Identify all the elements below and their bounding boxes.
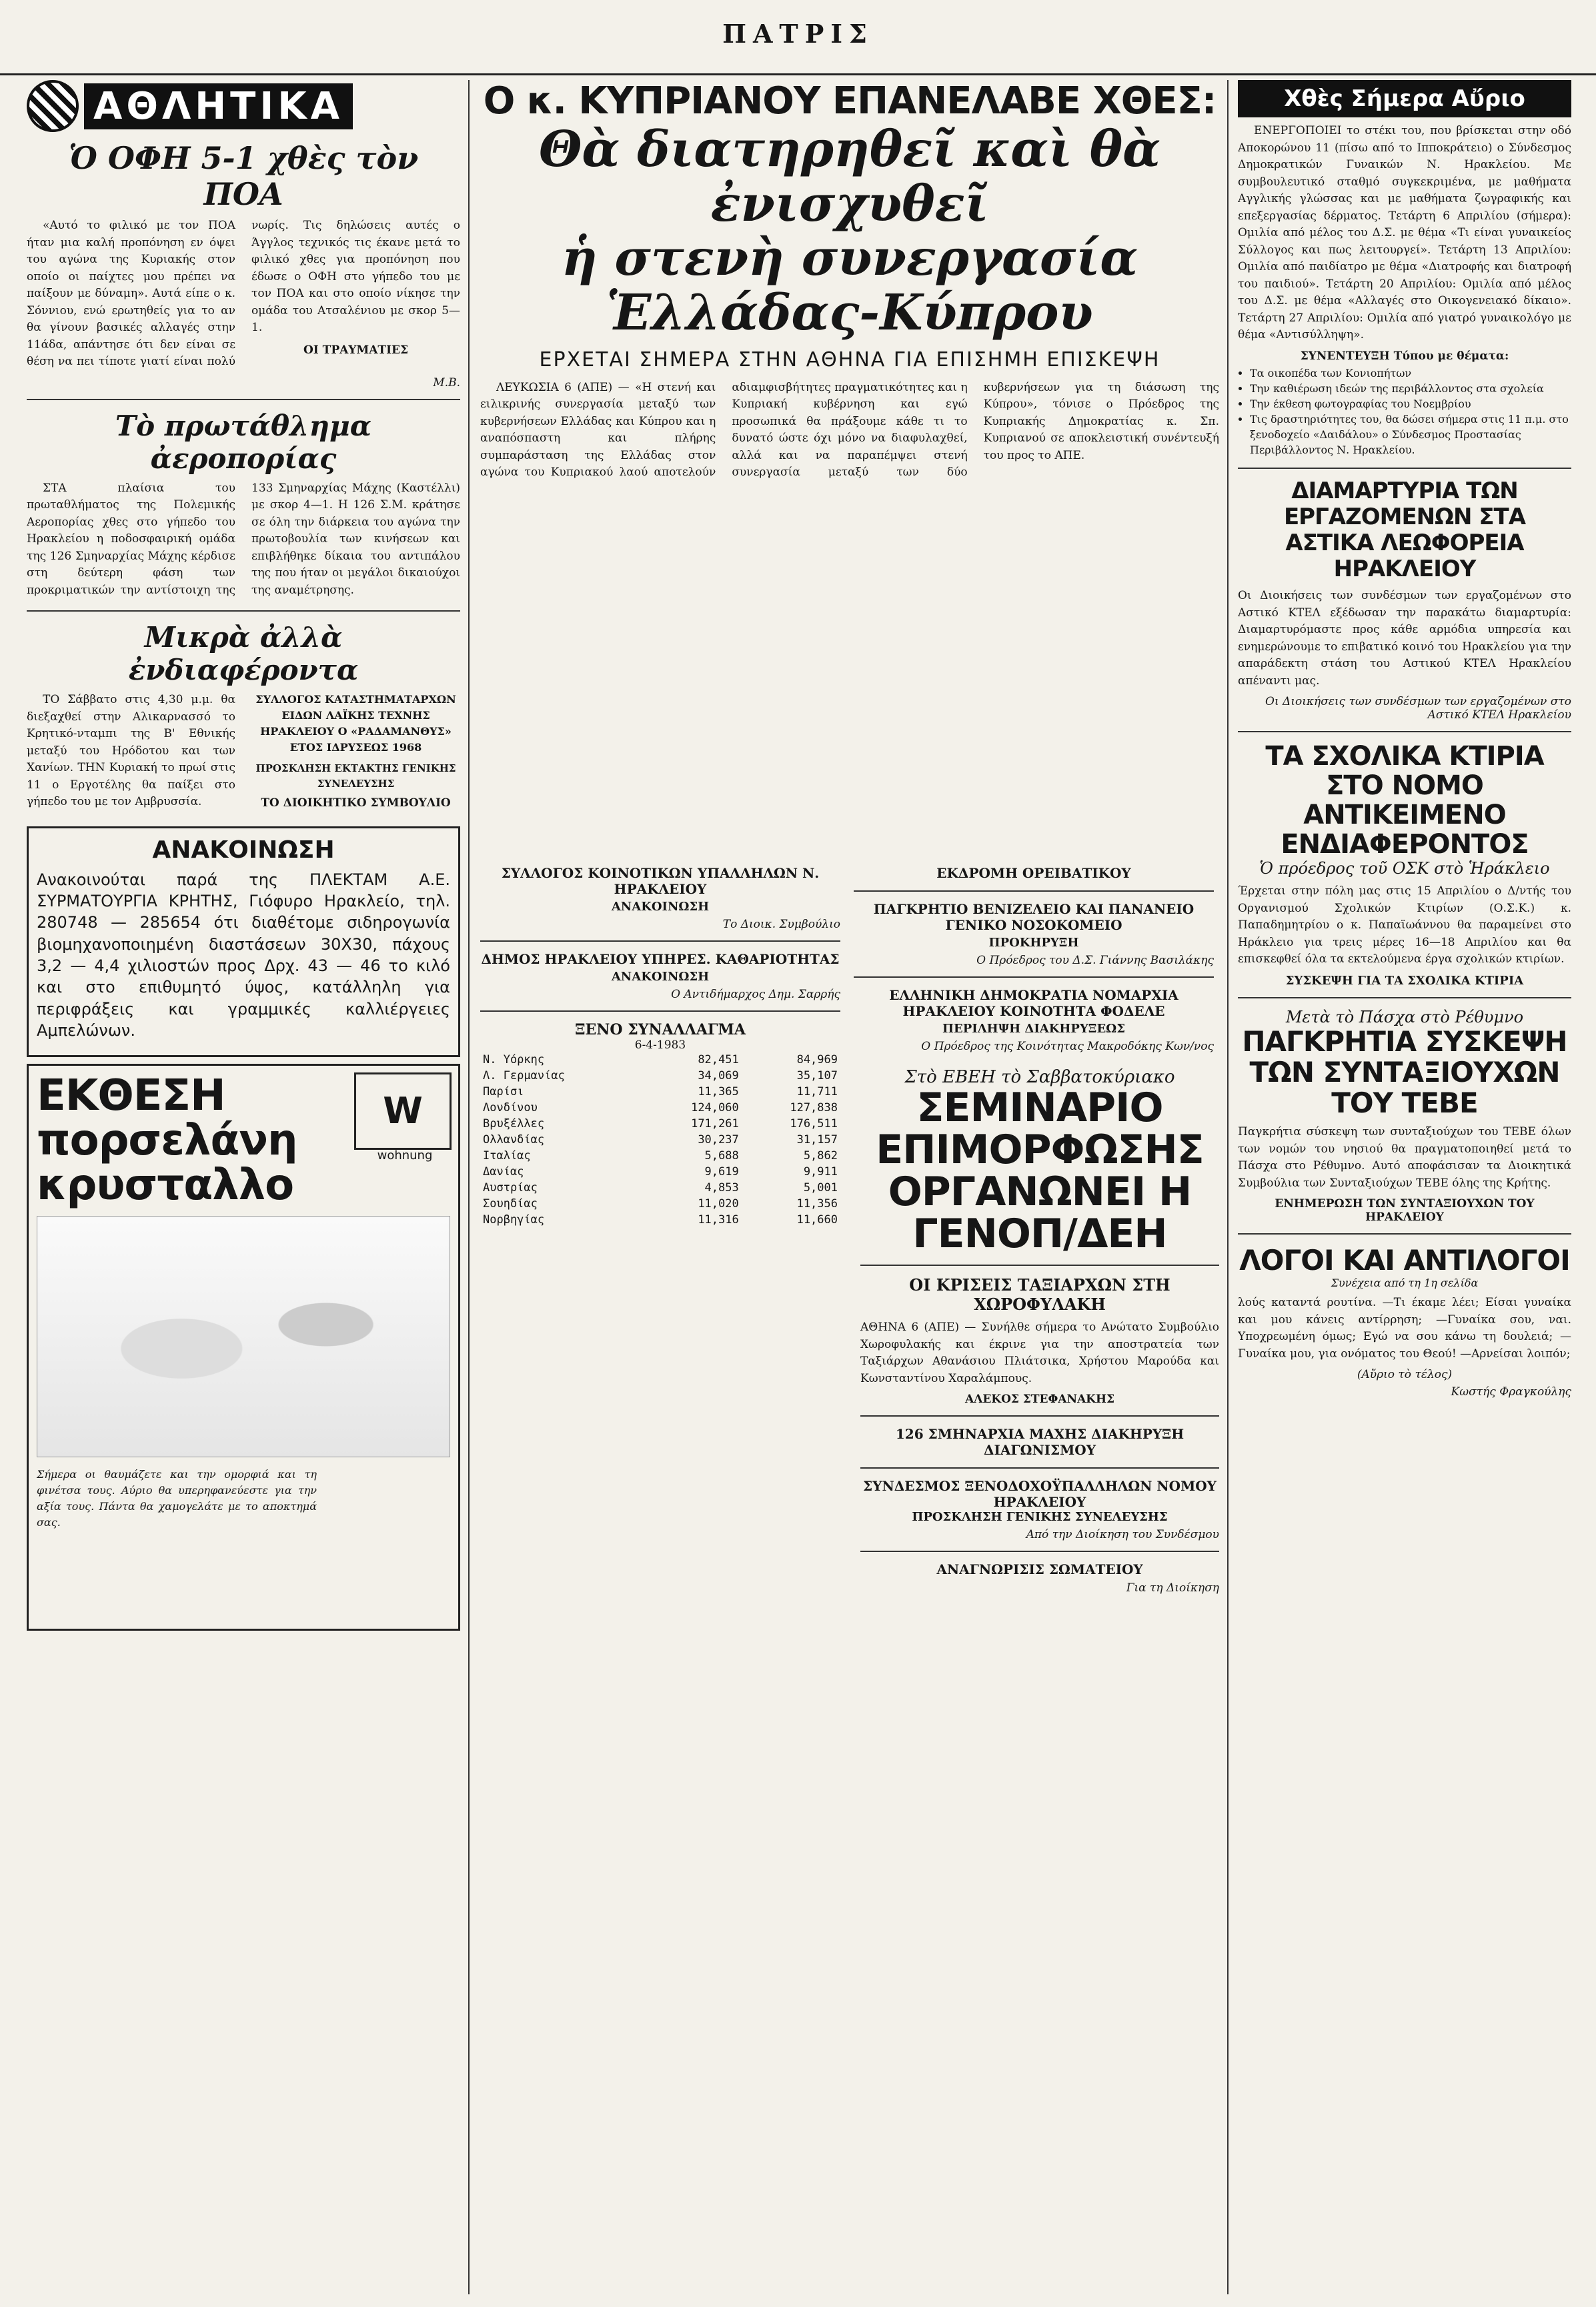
divider	[860, 1415, 1219, 1417]
fx-cell-sell: 9,911	[803, 1165, 838, 1179]
fx-cell-sell: 176,511	[790, 1116, 838, 1130]
schools-sub: Ὁ πρόεδρος τοῦ ΟΣΚ στὸ Ἡράκλειο	[1259, 859, 1550, 878]
front-headline-1: Ο κ. ΚΥΠΡΙΑΝΟΥ ΕΠΑΝΕΛΑΒΕ ΧΘΕΣ:	[483, 80, 1217, 123]
cleaning-notice: ΑΝΑΚΟΙΝΩΣΗ	[611, 969, 710, 984]
fx-cell-name: Δανίας	[483, 1165, 524, 1179]
fx-row	[480, 1052, 840, 1068]
column-kicker: Συνέχεια από τη 1η σελίδα	[1331, 1277, 1479, 1290]
fx-row	[480, 1068, 840, 1084]
tebe-headline: ΠΑΓΚΡΗΤΙΑ ΣΥΣΚΕΨΗ ΤΩΝ ΣΥΝΤΑΞΙΟΥΧΩΝ ΤΟΥ ΤΕΒΕ	[1242, 1024, 1567, 1119]
assoc-notice-sub: ΠΡΟΣΚΛΗΣΗ ΕΚΤΑΚΤΗΣ ΓΕΝΙΚΗΣ ΣΥΝΕΛΕΥΣΗΣ	[255, 762, 456, 790]
fx-row	[480, 1100, 840, 1116]
unions-title: ΣΥΛΛΟΓΟΣ ΚΟΙΝΟΤΙΚΩΝ ΥΠΑΛΛΗΛΩΝ Ν. ΗΡΑΚΛΕΙΟΥ	[501, 864, 820, 897]
crystal-illustration	[37, 1216, 450, 1457]
fx-cell-buy: 5,688	[704, 1148, 739, 1163]
fx-cell-sell: 11,711	[796, 1084, 838, 1098]
sports-lead-byline: Μ.Β.	[433, 375, 460, 390]
cleaning-title: ΔΗΜΟΣ ΗΡΑΚΛΕΙΟΥ ΥΠΗΡΕΣ. ΚΑΘΑΡΙΟΤΗΤΑΣ	[481, 950, 840, 967]
seminar-block	[860, 1067, 1219, 1595]
fodele-sub: ΠΕΡΙΛΗΨΗ ΔΙΑΚΗΡΥΞΕΩΣ	[942, 1021, 1125, 1036]
notices-column	[480, 865, 840, 1228]
fx-date: 6-4-1983	[634, 1038, 686, 1052]
football-icon	[27, 80, 79, 132]
seminar-headline: ΣΕΜΙΝΑΡΙΟ ΕΠΙΜΟΡΦΩΣΗΣ ΟΡΓΑΝΩΝΕΙ Η ΓΕΝΟΠ/ΔΕΗ	[876, 1084, 1204, 1257]
fx-cell-buy: 4,853	[704, 1181, 739, 1195]
porcelain-ad	[27, 1064, 460, 1631]
fx-cell-buy: 9,619	[704, 1165, 739, 1179]
hospital-sub: ΠΡΟΚΗΡΥΞΗ	[988, 935, 1079, 950]
divider	[27, 610, 460, 612]
sports-lead-headline: Ὁ ΟΦΗ 5-1 χθὲς τὸν ΠΟΑ	[68, 140, 419, 212]
fx-cell-buy: 11,365	[698, 1084, 739, 1098]
fx-table	[480, 1052, 840, 1228]
assoc-notice-title: ΣΥΛΛΟΓΟΣ ΚΑΤΑΣΤΗΜΑΤΑΡΧΩΝ ΕΙΔΩΝ ΛΑΪΚΗΣ ΤΕΧΝΗΣ ΗΡΑΚΛΕΙΟΥ Ο «ΡΑΔΑΜΑΝΘΥΣ» ΕΤΟΣ ΙΔΡΥΣΕΩΣ 1968	[255, 693, 456, 754]
exhibit-title: ΕΚΘΕΣΗ πορσελάνη κρυσταλλο	[37, 1070, 297, 1210]
fx-row	[480, 1084, 840, 1100]
cleaning-sign: Ο Αντιδήμαρχος Δημ. Σαρρής	[671, 987, 840, 1001]
fx-title: ΞΕΝΟ ΣΥΝΑΛΛΑΓΜΑ	[575, 1020, 746, 1038]
divider	[1238, 731, 1571, 732]
fx-cell-buy: 34,069	[698, 1068, 739, 1082]
bus-sign: Οι Διοικήσεις των συνδέσμων των εργαζομένων στο Αστικό ΚΤΕΛ Ηρακλείου	[1265, 695, 1571, 722]
announce-title: ΑΝΑΓΝΩΡΙΣΙΣ ΣΩΜΑΤΕΙΟΥ	[936, 1561, 1143, 1577]
fodele-title: ΕΛΛΗΝΙΚΗ ΔΗΜΟΚΡΑΤΙΑ ΝΟΜΑΡΧΙΑ ΗΡΑΚΛΕΙΟΥ ΚΟΙΝΟΤΗΤΑ ΦΟΔΕΛΕ	[889, 986, 1178, 1019]
fx-cell-name: Βρυξέλλες	[483, 1116, 545, 1130]
hotel-title: ΣΥΝΔΕΣΜΟΣ ΞΕΝΟΔΟΧΟΫΠΑΛΛΗΛΩΝ ΝΟΜΟΥ ΗΡΑΚΛΕΙΟΥ	[863, 1478, 1217, 1510]
right-column	[1238, 80, 1571, 2294]
front-headline-3: ἡ στενὴ συνεργασία Ἑλλάδας-Κύπρου	[561, 229, 1138, 341]
fx-cell-sell: 31,157	[796, 1132, 838, 1146]
plektam-ad	[27, 826, 460, 1057]
wing-title: 126 ΣΜΗΝΑΡΧΙΑ ΜΑΧΗΣ ΔΙΑΚΗΡΥΞΗ ΔΙΑΓΩΝΙΣΜΟΥ	[895, 1426, 1184, 1458]
column-rule	[1227, 80, 1229, 2294]
assoc-notice-sign: ΤΟ ΔΙΟΙΚΗΤΙΚΟ ΣΥΜΒΟΥΛΙΟ	[261, 796, 451, 810]
hospital-title: ΠΑΓΚΡΗΤΙΟ ΒΕΝΙΖΕΛΕΙΟ ΚΑΙ ΠΑΝΑΝΕΙΟ ΓΕΝΙΚΟ ΝΟΣΟΚΟΜΕΙΟ	[873, 900, 1194, 933]
unions-notice: ΑΝΑΚΟΙΝΩΣΗ	[611, 899, 710, 914]
fx-cell-name: Ολλανδίας	[483, 1132, 545, 1146]
agenda-title: Χθὲς Σήμερα Αὔριο	[1238, 80, 1571, 117]
announce-sign: Για τη Διοίκηση	[1126, 1581, 1219, 1595]
agenda-ecology-item: • Την καθιέρωση ιδεών της περιβάλλοντος στα σχολεία	[1250, 381, 1571, 396]
fx-cell-sell: 35,107	[796, 1068, 838, 1082]
sports-banner	[27, 80, 460, 132]
tebe-body: Παγκρήτια σύσκεψη των συνταξιούχων του ΤΕΒΕ όλων των νομών του νησιού θα πραγματοποιηθεί μετά το Πάσχα στο Ρέθυμνο. Αυτό αποφάσισαν τα Διοικητικά Συμβούλια των Συνταξιούχων ΤΕΒΕ όλης της Κρήτης.	[1238, 1125, 1571, 1190]
aero-paragraph: ΣΤΑ πλαίσια του πρωταθλήματος της Πολεμικής Αεροπορίας χθες στο γήπεδο του Ηρακλείου η ποδοσφαιρική ομάδα της 126 Σμηναρχίας Μάχης κέρδισε στη δεύτερη φάση των προκριματικών την αντίστοιχη της 133 Σμηναρχίας Μάχης (Καστέλλι) με σκορ 4—1. Η 126 Σ.Μ. κράτησε σε όλη την διάρκεια του αγώνα την πρωτοβουλία των κινήσεων και επιβλήθηκε δίκαια του αντιπάλου της που ήταν οι μεγάλοι δικαιούχοι της αναμέτρησης.	[27, 481, 460, 597]
agenda-ecology-title: ΣΥΝΕΝΤΕΥΞΗ Τύπου με θέματα:	[1300, 349, 1509, 363]
front-paragraph: ΛΕΥΚΩΣΙΑ 6 (ΑΠΕ) — «Η στενή και ειλικρινής συνεργασία μεταξύ των κυβερνήσεων Ελλάδας και Κύπρου και η αναπόσπαστη και πλήρης συμπαράσταση της Ελλάδας στον αγώνα του Κυπριακού λαού αποτελούν αδιαμφισβήτητες πραγματικότητες και η Κυπριακή κυβέρνηση και εγώ προσωπικά θα πράξουμε κάθε τι το δυνατό ώστε όχι μόνο να διαφυλαχθεί, αλλά και να παραπέμψει στενή συνεργασία μεταξύ των δύο κυβερνήσεων για τη διάσωση της Κύπρου», τόνισε ο Πρόεδρος της Κυπριακής Δημοκρατίας κ. Σπ. Κυπριανού σε αποκλειστική συνέντευξή του προς το ΑΠΕ.	[480, 380, 1219, 480]
fx-row	[480, 1148, 840, 1164]
fx-cell-name: Λονδίνου	[483, 1100, 538, 1114]
tebe-sub: ΕΝΗΜΕΡΩΣΗ ΤΩΝ ΣΥΝΤΑΞΙΟΥΧΩΝ ΤΟΥ ΗΡΑΚΛΕΙΟΥ	[1275, 1197, 1535, 1225]
crisis-body: ΑΘΗΝΑ 6 (ΑΠΕ) — Συνήλθε σήμερα το Ανώτατο Συμβούλιο Χωροφυλακής και έκρινε για την αποστρατεία των Ταξιάρχων Αθανάσιου Πλιάτσικα, Χρήστου Μαρούδα και Κωνσταντίνου Χαραλάμπους.	[860, 1321, 1219, 1385]
fx-cell-sell: 5,001	[803, 1181, 838, 1195]
fx-cell-name: Σουηδίας	[483, 1197, 538, 1211]
fx-cell-sell: 11,356	[796, 1197, 838, 1211]
fx-cell-buy: 30,237	[698, 1132, 739, 1146]
fx-cell-sell: 5,862	[803, 1148, 838, 1163]
front-body	[480, 379, 1219, 860]
fx-cell-name: Ιταλίας	[483, 1148, 531, 1163]
schools-title: ΤΑ ΣΧΟΛΙΚΑ ΚΤΙΡΙΑ ΣΤΟ ΝΟΜΟ ΑΝΤΙΚΕΙΜΕΝΟ ΕΝΔΙΑΦΕΡΟΝΤΟΣ	[1265, 741, 1544, 860]
divider	[1238, 1233, 1571, 1235]
fx-cell-name: Νορβηγίας	[483, 1213, 545, 1227]
plektam-ad-title: ΑΝΑΚΟΙΝΩΣΗ	[152, 836, 335, 864]
plektam-ad-body: Ανακοινούται παρά της ΠΛΕΚΤΑΜ Α.Ε. ΣΥΡΜΑΤΟΥΡΓΙΑ ΚΡΗΤΗΣ, Γιόφυρο Ηρακλείο, τηλ. 280748 — 285654 ότι διαθέτομε σιδηρογωνία βιομηχανοποιημένη διαστάσεων 30Χ30, πάχους 3,2 — 4,4 χιλιοστών προς Δρχ. 43 — 46 το κιλό και στο επιθυμητό ύψος, κατάλληλη για περιφράξεις και γραμμικές καλλιέργειες Αμπελώνων.	[37, 870, 450, 1040]
wohnung-logo	[354, 1072, 452, 1150]
column-rule	[468, 80, 470, 2294]
minor-body	[27, 692, 460, 814]
divider	[480, 1010, 840, 1012]
front-headline-2: Θὰ διατηρηθεῖ καὶ θὰ ἐνισχυθεῖ	[538, 121, 1161, 233]
divider	[860, 1265, 1219, 1266]
fx-cell-sell: 84,969	[796, 1052, 838, 1066]
column-title: ΛΟΓΟΙ ΚΑΙ ΑΝΤΙΛΟΓΟΙ	[1239, 1244, 1570, 1277]
masthead	[0, 0, 1596, 75]
agenda-ecology-list	[1250, 365, 1571, 458]
schools-meet-title: ΣΥΣΚΕΨΗ ΓΙΑ ΤΑ ΣΧΟΛΙΚΑ ΚΤΙΡΙΑ	[1285, 973, 1524, 988]
fx-cell-name: Παρίσι	[483, 1084, 524, 1098]
agenda-ecology-item: • Τα οικοπέδα των Κονιοπήτων	[1250, 365, 1571, 381]
bus-body: Οι Διοικήσεις των συνδέσμων των εργαζομένων στο Αστικό ΚΤΕΛ εξέδωσαν την παρακάτω διαμαρτυρία: Διαμαρτυρόμαστε προς κάθε αρμόδια υπηρεσία και ενημερώνουμε το επιβατικό κοινό του Ηρακλείου για την απαράδεκτη στάση του Αστικού ΚΤΕΛ Ηρακλείου απέναντι μας.	[1238, 589, 1571, 688]
hotel-sign: Από την Διοίκηση του Συνδέσμου	[1026, 1528, 1219, 1541]
divider	[860, 1467, 1219, 1469]
seminar-kicker: Στὸ ΕΒΕΗ τὸ Σαββατοκύριακο	[904, 1067, 1175, 1087]
divider	[1238, 997, 1571, 998]
fx-cell-sell: 11,660	[796, 1213, 838, 1227]
aero-headline: Τὸ πρωτάθλημα ἀεροπορίας	[115, 409, 372, 475]
divider	[480, 940, 840, 942]
paper-name: ΠΑΤΡΙΣ	[722, 19, 874, 49]
divider	[27, 399, 460, 400]
sports-column	[27, 80, 460, 2294]
unions-sign: Το Διοικ. Συμβούλιο	[722, 917, 840, 931]
fx-cell-buy: 124,060	[691, 1100, 739, 1114]
center-column	[480, 80, 1219, 2294]
section-label: ΑΘΛΗΤΙΚΑ	[84, 83, 353, 129]
column-author: Κωστής Φραγκούλης	[1451, 1385, 1571, 1399]
fodele-sign: Ο Πρόεδρος της Κοινότητας Μακροδόκης Κων/νος	[921, 1039, 1214, 1053]
fx-row	[480, 1132, 840, 1148]
fx-row	[480, 1212, 840, 1228]
injuries-title: ΟΙ ΤΡΑΥΜΑΤΙΕΣ	[303, 343, 409, 357]
minor-headline: Μικρὰ ἀλλὰ ἐνδιαφέροντα	[128, 621, 359, 686]
column-body: λούς καταντά ρουτίνα. —Τι έκαμε λέει; Είσαι γυναίκα και μου κάνεις αντίρρηση; —Γυναίκα σου, ναι. Υποχρεωμένη όμως; Εγώ να σου κάνω τη δουλειά; —Γυναίκα μου, για ονόματος του Θεού! —Αρνείσαι λοιπόν;	[1238, 1296, 1571, 1361]
fx-cell-name: Αυστρίας	[483, 1181, 538, 1195]
divider	[854, 890, 1214, 892]
bus-title: ΔΙΑΜΑΡΤΥΡΙΑ ΤΩΝ ΕΡΓΑΖΟΜΕΝΩΝ ΣΤΑ ΑΣΤΙΚΑ ΛΕΩΦΟΡΕΙΑ ΗΡΑΚΛΕΙΟΥ	[1283, 477, 1526, 582]
divider	[1238, 468, 1571, 469]
fx-cell-buy: 11,020	[698, 1197, 739, 1211]
divider	[860, 1551, 1219, 1552]
front-kicker: ΕΡΧΕΤΑΙ ΣΗΜΕΡΑ ΣΤΗΝ ΑΘΗΝΑ ΓΙΑ ΕΠΙΣΗΜΗ ΕΠΙΣΚΕΨΗ	[539, 347, 1160, 371]
fx-row	[480, 1196, 840, 1212]
hospital-sign: Ο Πρόεδρος του Δ.Σ. Γιάννης Βασιλάκης	[976, 953, 1214, 967]
aero-body	[27, 480, 460, 602]
fx-cell-buy: 11,316	[698, 1213, 739, 1227]
fx-row	[480, 1116, 840, 1132]
orivatikou-title: ΕΚΔΡΟΜΗ ΟΡΕΙΒΑΤΙΚΟΥ	[936, 864, 1131, 881]
brand-name: wohnung	[377, 1148, 433, 1163]
crisis-title: ΟΙ ΚΡΙΣΕΙΣ ΤΑΞΙΑΡΧΩΝ ΣΤΗ ΧΩΡΟΦΥΛΑΚΗ	[909, 1275, 1170, 1314]
wohnung-logo-mark: W	[383, 1090, 423, 1132]
fx-cell-buy: 171,261	[691, 1116, 739, 1130]
divider	[854, 976, 1214, 978]
agenda-ecology-item: • Τις δραστηριότητες του, θα δώσει σήμερα στις 11 π.μ. στο ξενοδοχείο «Δαιδάλου» ο Σύνδεσμος Προστασίας Περιβάλλοντος Ν. Ηρακλείου.	[1250, 412, 1571, 458]
porcelain-ad-footer: Σήμερα οι θαυμάζετε και την ομορφιά και τη φινέτσα τους. Αύριο θα υπερηφανεύεστε για την αξία τους. Πάντα θα χαμογελάτε με το αποκτημά σας.	[37, 1468, 317, 1529]
minor-paragraph: ΤΟ Σάββατο στις 4,30 μ.μ. θα διεξαχθεί στην Αλικαρνασσό το Κρητικό-νταμπι της Β' Εθνικής μεταξύ του Ηρόδοτου και των Χανίων. ΤΗΝ Κυριακή το πρωί στις 11 ο Εργοτέλης θα παίξει στο γήπεδο του με τον Αμβρυσσία.	[27, 693, 235, 808]
fx-cell-name: Ν. Υόρκης	[483, 1052, 545, 1066]
fx-row	[480, 1164, 840, 1180]
schools-body: Έρχεται στην πόλη μας στις 15 Απριλίου ο Δ/ντής του Οργανισμού Σχολικών Κτιρίων (Ο.Σ.Κ.) κ. Παπαδημητρίου ο κ. Παπαϊωάννου θα παραμείνει στο Ηράκλειο για τρεις μέρες 16—18 Απριλίου και θα επισκεφθεί όλα τα εκτελούμενα έργα σχολικών κτιρίων.	[1238, 884, 1571, 966]
agenda-body	[1238, 123, 1571, 344]
agenda-paragraph: ΕΝΕΡΓΟΠΟΙΕΙ το στέκι του, που βρίσκεται στην οδό Αποκορώνου 11 (πίσω από το Ιπποκράτειο) ο Σύνδεσμος Δημοκρατικών Γυναικών Ν. Ηρακλείου. Με συμβουλευτικό σταθμό συγκεκριμένα, με μαθήματα Αγγλικής γλώσσας και με μαθήματα ζωγραφικής και επεξεργασίας δέρματος. Τετάρτη 6 Απριλίου (σήμερα): Ομιλία από μέλος του Δ.Σ. με θέμα «Τι είναι γυναικείος Σύλλογος και πως λειτουργεί». Τετάρτη 13 Απριλίου: Ομιλία από παιδίατρο με θέμα «Διατροφής και διατροφή του παιδιού». Τετάρτη 20 Απριλίου: Ομιλία από μέλος του Δ.Σ. με θέμα «Αλλαγές στο Οικογενειακό δίκαιο». Τετάρτη 27 Απριλίου: Ομιλία από γιατρό γυναικολόγο με θέμα «Αντισύλληψη».	[1238, 124, 1571, 341]
strike-sign: ΑΛΕΚΟΣ ΣΤΕΦΑΝΑΚΗΣ	[964, 1393, 1115, 1406]
sports-lead-paragraph: «Αυτό το φιλικό με τον ΠΟΑ ήταν μια καλή προπόνηση εν όψει του αγώνα της Κυριακής στον οποίο οι παίχτες μου πρέπει να παίξουν με δύναμη». Αυτά είπε ο κ. Σόννιου, ενώ ερωτηθείς για το αν θα γίνουν βασικές αλλαγές στην 11άδα, απάντησε ότι δεν είναι σε θέση να πει τίποτε γιατί είναι πολύ νωρίς. Τις δηλώσεις αυτές ο Άγγλος τεχνικός τις έκανε μετά το φιλικό χθες για προπόνηση που έδωσε ο ΟΦΗ στο γήπεδο του με τον ΠΟΑ και στο οποίο νίκησε την ομάδα του Ατσαλένιου με σκορ 5—1.	[27, 219, 460, 368]
fx-cell-sell: 127,838	[790, 1100, 838, 1114]
agenda-ecology-item: • Την έκθεση φωτογραφίας του Νοεμβρίου	[1250, 396, 1571, 412]
fx-row	[480, 1180, 840, 1196]
column-tail: (Αὔριο τὸ τέλος)	[1357, 1368, 1453, 1382]
hotel-sub: ΠΡΟΣΚΛΗΣΗ ΓΕΝΙΚΗΣ ΣΥΝΕΛΕΥΣΗΣ	[912, 1510, 1168, 1524]
fx-cell-buy: 82,451	[698, 1052, 739, 1066]
sports-lead-body	[27, 217, 460, 371]
fx-cell-name: Λ. Γερμανίας	[483, 1068, 565, 1082]
tebe-kicker: Μετὰ τὸ Πάσχα στὸ Ρέθυμνο	[1285, 1007, 1524, 1026]
